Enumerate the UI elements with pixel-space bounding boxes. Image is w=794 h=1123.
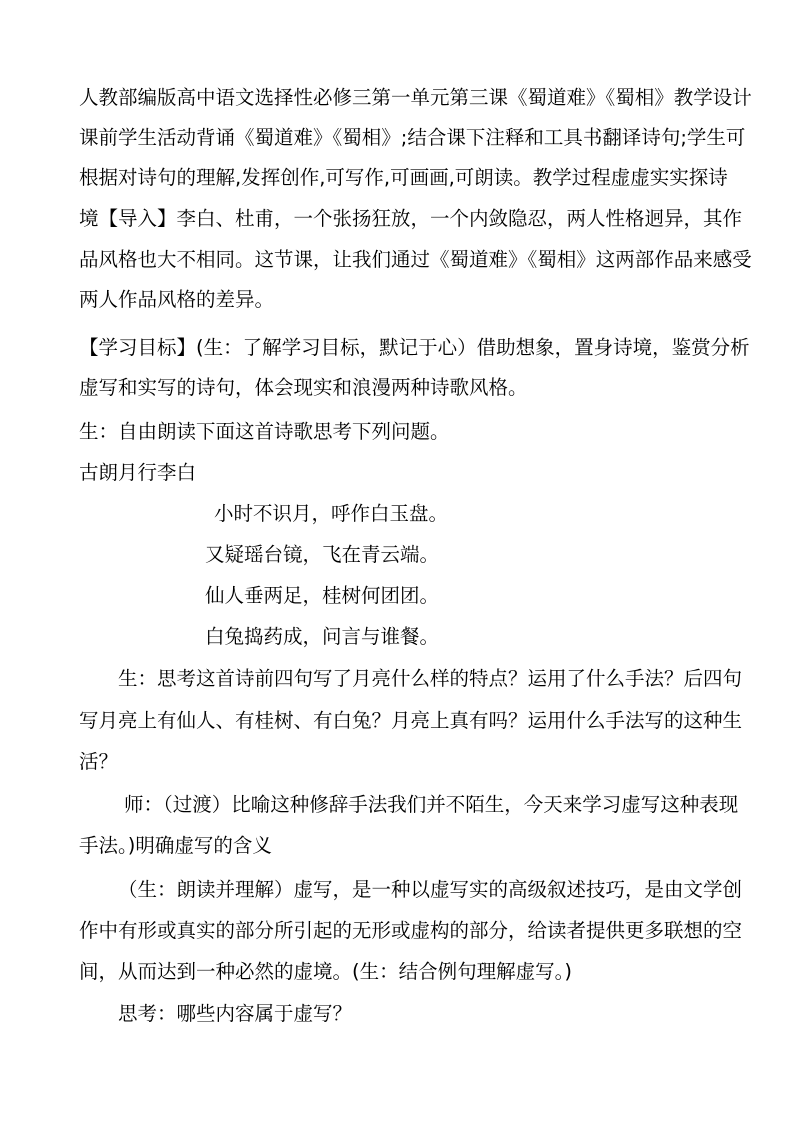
poem-title: 古朗月行李白	[79, 461, 197, 484]
definition-line: 间，从而达到一种必然的虚境。(生：结合例句理解虚写。)	[79, 960, 572, 983]
poem-verse: 小时不识月，呼作白玉盘。	[214, 502, 449, 525]
definition-line: 作中有形或真实的部分所引起的无形或虚构的部分，给读者提供更多联想的空	[79, 919, 743, 942]
instruction-line: 生：自由朗读下面这首诗歌思考下列问题。	[79, 420, 450, 443]
poem-verse: 白兔捣药成，问言与谁餐。	[205, 625, 440, 648]
poem-verse: 又疑瑶台镜，飞在青云端。	[205, 543, 440, 566]
paragraph-line: 根据对诗句的理解,发挥创作,可写作,可画画,可朗读。教学过程虚虚实实探诗	[79, 166, 728, 189]
paragraph-line: 课前学生活动背诵《蜀道难》《蜀相》;结合课下注释和工具书翻译诗句;学生可	[79, 126, 746, 149]
paragraph-line: 品风格也大不相同。这节课，让我们通过《蜀道难》《蜀相》这两部作品来感受	[79, 248, 752, 271]
poem-verse: 仙人垂两足，桂树何团团。	[205, 584, 440, 607]
thinking-question: 思考：哪些内容属于虚写？	[118, 1002, 353, 1025]
paragraph-line: 两人作品风格的差异。	[79, 288, 275, 311]
teacher-line: 手法。)明确虚写的含义	[79, 834, 272, 857]
question-line: 活？	[79, 750, 119, 773]
learning-goal-line: 【学习目标】(生：了解学习目标，默记于心）借助想象，置身诗境，鉴赏分析	[79, 336, 750, 359]
definition-line: （生：朗读并理解）虚写，是一种以虚写实的高级叙述技巧，是由文学创	[118, 878, 743, 901]
question-line: 写月亮上有仙人、有桂树、有白兔？月亮上真有吗？运用什么手法写的这种生	[79, 709, 743, 732]
learning-goal-line: 虚写和实写的诗句，体会现实和浪漫两种诗歌风格。	[79, 376, 528, 399]
question-line: 生：思考这首诗前四句写了月亮什么样的特点？运用了什么手法？后四句	[118, 667, 743, 690]
paragraph-line: 境【导入】李白、杜甫，一个张扬狂放，一个内敛隐忍，两人性格迥异，其作	[79, 207, 743, 230]
title-line: 人教部编版高中语文选择性必修三第一单元第三课《蜀道难》《蜀相》教学设计	[79, 86, 752, 109]
teacher-line: 师：（过渡）比喻这种修辞手法我们并不陌生，今天来学习虚写这种表现	[124, 793, 739, 816]
